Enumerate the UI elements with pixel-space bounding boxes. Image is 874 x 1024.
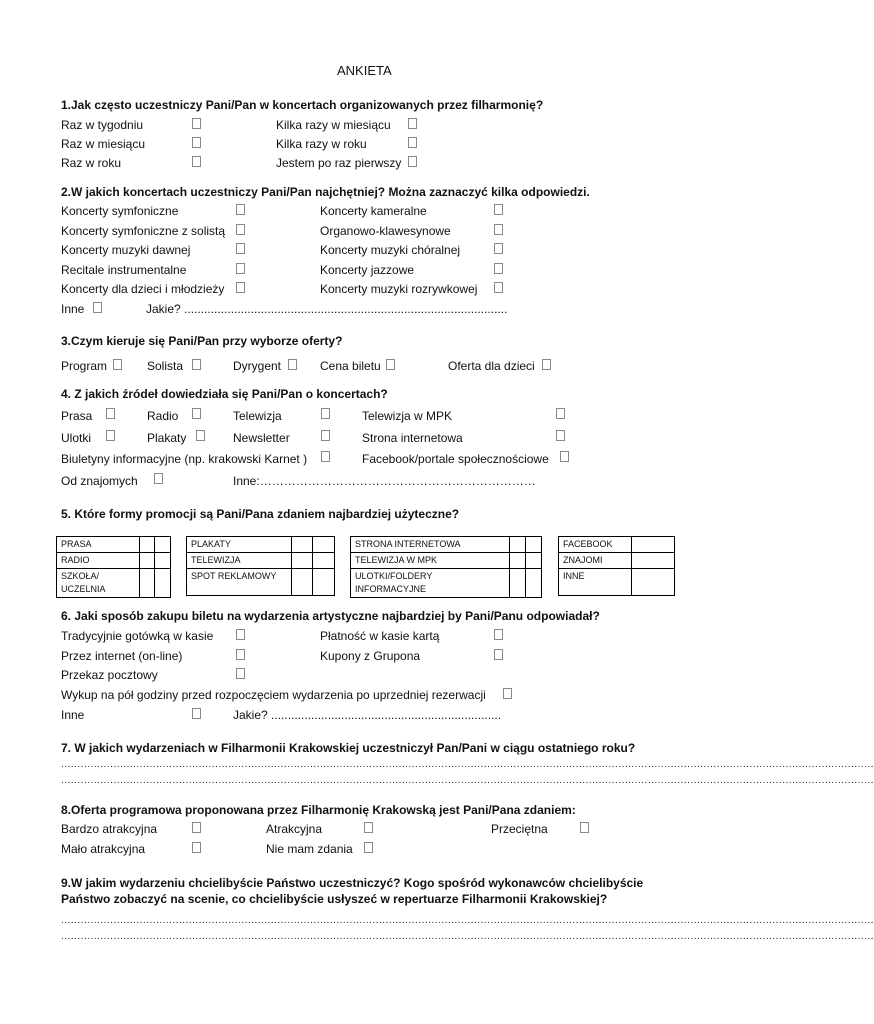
q1-option-label: Kilka razy w roku bbox=[276, 137, 367, 151]
q6-checkbox-cash[interactable] bbox=[236, 629, 245, 640]
q2-checkbox-recitals[interactable] bbox=[236, 263, 245, 274]
q3-option-label: Dyrygent bbox=[233, 359, 282, 373]
q8-checkbox-very-attractive[interactable] bbox=[192, 822, 201, 833]
q3-checkbox-conductor[interactable] bbox=[288, 359, 297, 370]
q1-checkbox-few-monthly[interactable] bbox=[408, 118, 417, 129]
table-row bbox=[187, 537, 335, 553]
promo-cell[interactable] bbox=[631, 537, 674, 553]
q2-option-label: Koncerty muzyki dawnej bbox=[61, 243, 191, 257]
promo-table-1 bbox=[56, 536, 171, 598]
table-row bbox=[57, 553, 171, 569]
question-2: 2.W jakich koncertach uczestniczy Pani/Pan najchętniej? Można zaznaczyć kilka odpowiedzi. bbox=[61, 185, 590, 199]
q1-option-label: Kilka razy w miesiącu bbox=[276, 118, 391, 132]
question-4: 4. Z jakich źródeł dowiedziała się Pani/Pan o koncertach? bbox=[61, 387, 388, 401]
q2-option-label: Koncerty jazzowe bbox=[320, 263, 415, 277]
promo-table-3 bbox=[350, 536, 542, 598]
q8-option-label: Bardzo atrakcyjna bbox=[61, 822, 158, 836]
q3-checkbox-program[interactable] bbox=[113, 359, 122, 370]
q6-option-label: Przez internet (on-line) bbox=[61, 649, 183, 663]
q2-checkbox-early-music[interactable] bbox=[236, 243, 245, 254]
promo-label: PLAKATY bbox=[187, 537, 292, 553]
q8-checkbox-no-opinion[interactable] bbox=[364, 842, 373, 853]
q4-option-label: Plakaty bbox=[147, 431, 187, 445]
q4-option-label: Radio bbox=[147, 409, 179, 423]
promo-cell[interactable] bbox=[526, 553, 542, 569]
promo-cell[interactable] bbox=[631, 569, 674, 596]
promo-cell[interactable] bbox=[139, 569, 155, 598]
q8-option-label: Mało atrakcyjna bbox=[61, 842, 146, 856]
promo-label: TELEWIZJA bbox=[187, 553, 292, 569]
table-row bbox=[351, 553, 542, 569]
q4-checkbox-tv[interactable] bbox=[321, 408, 330, 419]
q3-option-label: Solista bbox=[147, 359, 184, 373]
question-5: 5. Które formy promocji są Pani/Pana zdaniem najbardziej użyteczne? bbox=[61, 507, 460, 521]
promo-cell[interactable] bbox=[139, 537, 155, 553]
q6-option-label: Kupony z Grupona bbox=[320, 649, 421, 663]
q2-checkbox-symphonic-soloist[interactable] bbox=[236, 224, 245, 235]
q2-checkbox-choral[interactable] bbox=[494, 243, 503, 254]
q6-option-label: Płatność w kasie kartą bbox=[320, 629, 440, 643]
promo-cell[interactable] bbox=[291, 553, 313, 569]
q8-option-label: Przeciętna bbox=[491, 822, 548, 836]
q8-checkbox-average[interactable] bbox=[580, 822, 589, 833]
question-6: 6. Jaki sposób zakupu biletu na wydarzenia artystyczne najbardziej by Pani/Panu odpowiadał? bbox=[61, 609, 600, 623]
q6-option-label: Wykup na pół godziny przed rozpoczęciem wydarzenia po uprzedniej rezerwacji bbox=[61, 688, 486, 702]
q2-option-label: Recitale instrumentalne bbox=[61, 263, 187, 277]
promo-cell[interactable] bbox=[510, 537, 526, 553]
q6-other-label: Inne bbox=[61, 708, 85, 722]
q4-checkbox-tv-mpk[interactable] bbox=[556, 408, 565, 419]
promo-cell[interactable] bbox=[155, 569, 171, 598]
q8-option-label: Atrakcyjna bbox=[266, 822, 323, 836]
promo-label: RADIO bbox=[57, 553, 140, 569]
question-9-line-1: 9.W jakim wydarzeniu chcielibyście Państwo uczestniczyć? Kogo spośród wykonawców chcielibyście bbox=[61, 876, 644, 890]
q4-option-label: Facebook/portale społecznościowe bbox=[362, 452, 549, 466]
question-8: 8.Oferta programowa proponowana przez Filharmonię Krakowską jest Pani/Pana zdaniem: bbox=[61, 803, 576, 817]
q4-other-field[interactable]: Inne:…………………………………………………………… bbox=[233, 474, 536, 488]
q4-checkbox-leaflets[interactable] bbox=[106, 430, 115, 441]
table-row bbox=[57, 569, 171, 598]
promo-cell[interactable] bbox=[155, 553, 171, 569]
q8-option-label: Nie mam zdania bbox=[266, 842, 353, 856]
q6-checkbox-groupon[interactable] bbox=[494, 649, 503, 660]
promo-label: STRONA INTERNETOWA bbox=[351, 537, 510, 553]
promo-cell[interactable] bbox=[155, 537, 171, 553]
q6-checkbox-postal[interactable] bbox=[236, 668, 245, 679]
q4-option-label: Telewizja w MPK bbox=[362, 409, 453, 423]
q2-option-label: Koncerty muzyki rozrywkowej bbox=[320, 282, 478, 296]
table-row bbox=[187, 553, 335, 569]
q1-checkbox-monthly[interactable] bbox=[192, 137, 201, 148]
q2-other-label: Inne bbox=[61, 302, 85, 316]
promo-cell[interactable] bbox=[139, 553, 155, 569]
promo-cell[interactable] bbox=[291, 569, 313, 596]
q1-checkbox-weekly[interactable] bbox=[192, 118, 201, 129]
q2-option-label: Koncerty muzyki chóralnej bbox=[320, 243, 461, 257]
q8-checkbox-attractive[interactable] bbox=[364, 822, 373, 833]
q4-option-label: Ulotki bbox=[61, 431, 92, 445]
promo-label: TELEWIZJA W MPK bbox=[351, 553, 510, 569]
table-row bbox=[351, 569, 542, 598]
promo-label: INNE bbox=[559, 569, 632, 596]
q4-option-label: Telewizja bbox=[233, 409, 282, 423]
promo-cell[interactable] bbox=[313, 537, 335, 553]
promo-table-4 bbox=[558, 536, 675, 596]
q4-checkbox-newsletter[interactable] bbox=[321, 430, 330, 441]
q2-checkbox-symphonic[interactable] bbox=[236, 204, 245, 215]
q2-option-label: Koncerty symfoniczne z solistą bbox=[61, 224, 226, 238]
table-row bbox=[559, 569, 675, 596]
q4-checkbox-facebook[interactable] bbox=[560, 451, 569, 462]
q7-answer-line-1[interactable]: ........................................................................................................................................................................................................................................................ bbox=[61, 759, 874, 770]
question-9-line-2: Państwo zobaczyć na scenie, co chcielibyście usłyszeć w repertuarze Filharmonii Krakowskiej? bbox=[61, 892, 608, 906]
table-row bbox=[559, 537, 675, 553]
q2-option-label: Koncerty dla dzieci i młodzieży bbox=[61, 282, 225, 296]
q2-option-label: Koncerty kameralne bbox=[320, 204, 427, 218]
q6-checkbox-online[interactable] bbox=[236, 649, 245, 660]
promo-label: ZNAJOMI bbox=[559, 553, 632, 569]
promo-label: SPOT REKLAMOWY bbox=[187, 569, 292, 596]
q2-which-field[interactable]: Jakie? ................................................................................................. bbox=[146, 302, 508, 316]
q1-option-label: Jestem po raz pierwszy bbox=[276, 156, 402, 170]
q6-checkbox-other[interactable] bbox=[192, 708, 201, 719]
promo-table-2 bbox=[186, 536, 335, 596]
page-title: ANKIETA bbox=[337, 63, 392, 78]
q1-option-label: Raz w miesiącu bbox=[61, 137, 146, 151]
q2-checkbox-organ[interactable] bbox=[494, 224, 503, 235]
q2-checkbox-chamber[interactable] bbox=[494, 204, 503, 215]
q4-checkbox-website[interactable] bbox=[556, 430, 565, 441]
table-row bbox=[187, 569, 335, 596]
q2-checkbox-popular[interactable] bbox=[494, 282, 503, 293]
q3-checkbox-children-offer[interactable] bbox=[542, 359, 551, 370]
promo-cell[interactable] bbox=[526, 537, 542, 553]
q3-checkbox-soloist[interactable] bbox=[192, 359, 201, 370]
question-3: 3.Czym kieruje się Pani/Pan przy wyborze oferty? bbox=[61, 334, 343, 348]
q6-checkbox-card[interactable] bbox=[494, 629, 503, 640]
promo-label: SZKOŁA/ UCZELNIA bbox=[57, 569, 140, 598]
q4-option-label: Biuletyny informacyjne (np. krakowski Karnet ) bbox=[61, 452, 308, 466]
q4-checkbox-posters[interactable] bbox=[196, 430, 205, 441]
q2-checkbox-jazz[interactable] bbox=[494, 263, 503, 274]
q4-option-label: Prasa bbox=[61, 409, 93, 423]
q1-checkbox-yearly[interactable] bbox=[192, 156, 201, 167]
promo-cell[interactable] bbox=[631, 553, 674, 569]
q2-checkbox-children[interactable] bbox=[236, 282, 245, 293]
q8-checkbox-unattractive[interactable] bbox=[192, 842, 201, 853]
promo-cell[interactable] bbox=[313, 553, 335, 569]
table-row bbox=[57, 537, 171, 553]
promo-cell[interactable] bbox=[291, 537, 313, 553]
q1-option-label: Raz w roku bbox=[61, 156, 122, 170]
promo-label: PRASA bbox=[57, 537, 140, 553]
promo-cell[interactable] bbox=[510, 553, 526, 569]
q3-option-label: Cena biletu bbox=[320, 359, 381, 373]
q9-answer-line-1[interactable]: ........................................................................................................................................................................................................................................................ bbox=[61, 915, 874, 926]
q6-which-field[interactable]: Jakie? ..................................................................... bbox=[233, 708, 502, 722]
q6-option-label: Tradycyjnie gotówką w kasie bbox=[61, 629, 214, 643]
q6-checkbox-reservation[interactable] bbox=[503, 688, 512, 699]
table-row bbox=[559, 553, 675, 569]
promo-cell[interactable] bbox=[526, 569, 542, 598]
table-row bbox=[351, 537, 542, 553]
q4-checkbox-friends[interactable] bbox=[154, 473, 163, 484]
q3-option-label: Program bbox=[61, 359, 108, 373]
q3-checkbox-price[interactable] bbox=[386, 359, 395, 370]
q4-checkbox-press[interactable] bbox=[106, 408, 115, 419]
q4-checkbox-bulletins[interactable] bbox=[321, 451, 330, 462]
promo-cell[interactable] bbox=[510, 569, 526, 598]
q2-checkbox-other[interactable] bbox=[93, 302, 102, 313]
q9-answer-line-2[interactable]: ........................................................................................................................................................................................................................................................ bbox=[61, 931, 874, 942]
q4-option-label: Strona internetowa bbox=[362, 431, 463, 445]
question-1: 1.Jak często uczestniczy Pani/Pan w koncertach organizowanych przez filharmonię? bbox=[61, 98, 544, 112]
q7-answer-line-2[interactable]: ........................................................................................................................................................................................................................................................ bbox=[61, 775, 874, 786]
q4-option-label: Od znajomych bbox=[61, 474, 138, 488]
q4-option-label: Newsletter bbox=[233, 431, 290, 445]
q4-checkbox-radio[interactable] bbox=[192, 408, 201, 419]
q3-option-label: Oferta dla dzieci bbox=[448, 359, 535, 373]
question-7: 7. W jakich wydarzeniach w Filharmonii Krakowskiej uczestniczył Pan/Pani w ciągu ostatniego roku? bbox=[61, 741, 636, 755]
q1-checkbox-few-yearly[interactable] bbox=[408, 137, 417, 148]
promo-label: FACEBOOK bbox=[559, 537, 632, 553]
promo-label: ULOTKI/FOLDERY INFORMACYJNE bbox=[351, 569, 510, 598]
q1-option-label: Raz w tygodniu bbox=[61, 118, 144, 132]
q2-option-label: Organowo-klawesynowe bbox=[320, 224, 451, 238]
promo-cell[interactable] bbox=[313, 569, 335, 596]
q2-option-label: Koncerty symfoniczne bbox=[61, 204, 179, 218]
q6-option-label: Przekaz pocztowy bbox=[61, 668, 158, 682]
q1-checkbox-first-time[interactable] bbox=[408, 156, 417, 167]
